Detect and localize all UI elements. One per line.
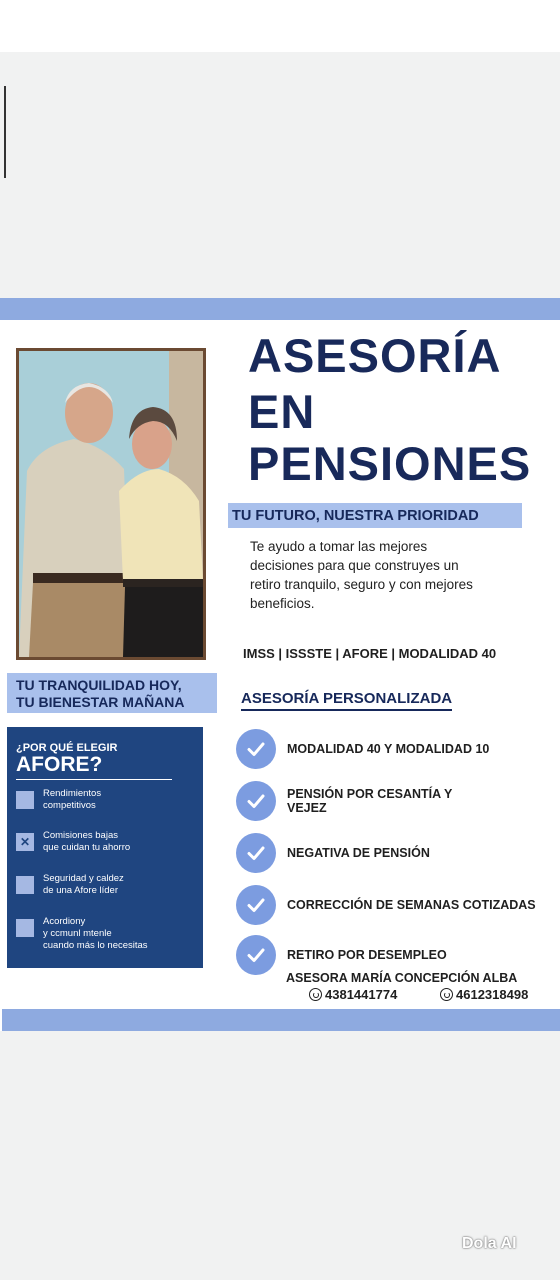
afore-item-line: cuando más lo necesitas — [43, 940, 148, 951]
couple-illustration — [19, 351, 203, 657]
checklist-item — [236, 885, 536, 925]
checklist-text: CORRECCIÓN DE SEMANAS COTIZADAS — [287, 898, 536, 912]
title-line-3: PENSIONES — [248, 437, 532, 490]
checkbox-icon — [16, 919, 34, 937]
check-icon — [236, 833, 276, 873]
services-line: IMSS | ISSSTE | AFORE | MODALIDAD 40 — [243, 646, 497, 661]
phone-text: 4381441774 — [325, 987, 398, 1002]
afore-item-line: Comisiones bajas — [43, 830, 118, 841]
check-icon — [236, 781, 276, 821]
bottom-blue-band — [2, 1009, 560, 1031]
description-line: Te ayudo a tomar las mejores — [250, 539, 428, 554]
description-line: retiro tranquilo, seguro y con mejores — [250, 577, 473, 592]
phone-number-2[interactable] — [440, 987, 528, 1002]
edge-mark — [4, 86, 6, 178]
check-icon — [236, 935, 276, 975]
checklist-item — [236, 833, 430, 873]
checklist-item — [236, 935, 447, 975]
top-blue-band — [0, 298, 560, 320]
afore-item-line: Seguridad y caldez — [43, 873, 124, 884]
personalized-heading: ASESORÍA PERSONALIZADA — [241, 690, 452, 711]
checkbox-icon — [16, 791, 34, 809]
check-icon — [236, 885, 276, 925]
afore-item-line: Rendimientos — [43, 788, 102, 799]
checklist-text: RETIRO POR DESEMPLEO — [287, 948, 447, 962]
checklist-text: PENSIÓN POR CESANTÍA Y — [287, 787, 453, 801]
tranquility-line: TU BIENESTAR MAÑANA — [16, 694, 185, 710]
checklist-item — [236, 781, 452, 821]
tagline-text: TU FUTURO, NUESTRA PRIORIDAD — [232, 507, 479, 524]
description — [250, 537, 510, 613]
checklist-text: NEGATIVA DE PENSIÓN — [287, 846, 430, 860]
title-line-1: ASESORÍA — [248, 329, 502, 382]
watermark: Dola AI — [462, 1235, 517, 1252]
afore-item-line: que cuidan tu ahorro — [43, 842, 131, 853]
whatsapp-icon — [309, 988, 322, 1001]
phone-text: 4612318498 — [456, 987, 529, 1002]
tranquility-banner — [7, 673, 217, 713]
check-icon — [236, 729, 276, 769]
advisor-name: ASESORA MARÍA CONCEPCIÓN ALBA — [286, 971, 518, 985]
description-line: decisiones para que construyes un — [250, 558, 459, 573]
afore-item-line: de una Afore líder — [43, 885, 118, 896]
afore-item — [16, 873, 196, 897]
tagline-banner — [228, 503, 522, 528]
afore-item — [16, 916, 196, 952]
tranquility-line: TU TRANQUILIDAD HOY, — [16, 677, 182, 693]
couple-photo — [16, 348, 206, 660]
description-line: beneficios. — [250, 596, 315, 611]
title-line-2: EN — [248, 385, 316, 438]
afore-item-line: Acordiony — [43, 916, 86, 927]
checklist-item — [236, 729, 489, 769]
afore-item-line: competitivos — [43, 800, 96, 811]
phone-number-1[interactable] — [309, 987, 397, 1002]
afore-item — [16, 788, 196, 812]
afore-divider — [16, 779, 172, 780]
afore-question: ¿POR QUÉ ELEGIR — [16, 742, 118, 754]
whatsapp-icon — [440, 988, 453, 1001]
checkbox-icon — [16, 876, 34, 894]
afore-item-line: y ccmunl mtenle — [43, 928, 112, 939]
checklist-text: VEJEZ — [287, 801, 327, 815]
checklist-text: MODALIDAD 40 Y MODALIDAD 10 — [287, 742, 490, 756]
checkbox-icon: ✕ — [16, 833, 34, 851]
top-margin — [0, 0, 560, 52]
top-blank-area — [0, 52, 560, 298]
afore-item — [16, 830, 196, 854]
afore-panel — [7, 727, 203, 968]
afore-heading: AFORE? — [16, 753, 103, 776]
